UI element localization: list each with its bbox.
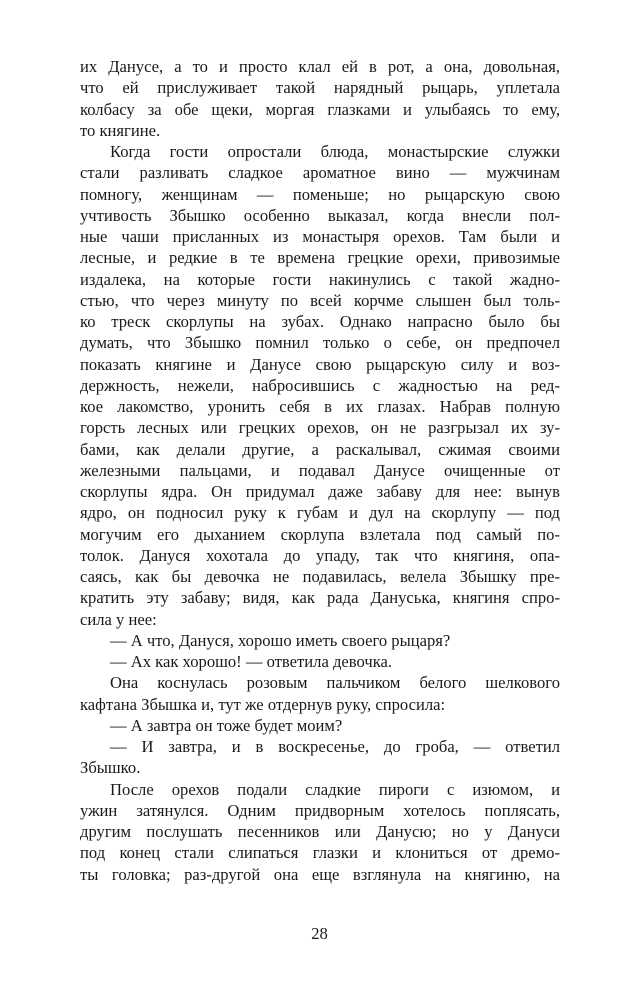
text-line: саясь, как бы девочка не подавилась, велела Збышку пре- (80, 567, 560, 586)
text-line: ядро, он подносил руку к губам и дул на скорлупу — под (80, 503, 560, 523)
text-line: учтивость Збышко особенно выказал, когда внесли пол- (80, 205, 560, 225)
text-line: показать княгине и Данусе свою рыцарскую силу и воз- (80, 354, 560, 374)
text-line: то княгине. (80, 120, 161, 140)
text-line: кафтана Збышка и, тут же отдернув руку, спросила: (80, 694, 446, 714)
text-line: что ей прислуживает такой нарядный рыцарь, уплетала (80, 78, 560, 98)
text-line: — Ах как хорошо! — ответила девочка. (110, 652, 393, 671)
text-line: ужин затянулся. Одним придворным хотелось поплясать, (80, 800, 560, 820)
text-line: могучим его дыханием скорлупа взлетала под самый по- (80, 524, 560, 544)
text-line: Она коснулась розовым пальчиком белого шелкового (110, 673, 560, 693)
text-line: кое лакомство, уронить себя в их глазах. Набрав полную (80, 397, 560, 416)
text-line: думать, что Збышко помнил только о себе, он предпочел (80, 333, 560, 353)
text-line: их Данусе, а то и просто клал ей в рот, а она, довольная, (80, 57, 560, 76)
text-line: — А завтра он тоже будет моим? (110, 715, 343, 735)
text-line: скорлупы ядра. Он придумал даже забаву для нее: вынув (80, 482, 560, 501)
text-line: Когда гости опростали блюда, монастырские служки (110, 142, 560, 161)
text-line: бами, как делали другие, а раскалывал, сжимая своими (80, 439, 560, 459)
text-line: стью, что через минуту по всей корчме слышен был толь- (80, 290, 560, 310)
text-line: сила у нее: (80, 609, 157, 629)
book-page-text (80, 56, 560, 885)
text-line: издалека, на которые гости накинулись с такой жадно- (80, 269, 560, 289)
text-line: — И завтра, и в воскресенье, до гроба, — ответил (110, 737, 560, 756)
text-line: кратить эту забаву; видя, как рада Дануська, княгиня спро- (80, 588, 560, 608)
text-line: помногу, женщинам — поменьше; но рыцарскую свою (80, 184, 560, 204)
text-line: колбасу за обе щеки, моргая глазками и улыбаясь то ему, (80, 99, 560, 119)
text-line: другим послушать песенников или Данусю; но у Дануси (80, 822, 560, 841)
text-line: толок. Дануся хохотала до упаду, так что княгиня, опа- (80, 545, 560, 565)
text-line: После орехов подали сладкие пироги с изюмом, и (110, 779, 560, 799)
text-line: стали разливать сладкое ароматное вино — мужчинам (80, 163, 560, 183)
text-line: ные чаши присланных из монастыря орехов. Там были и (80, 227, 560, 246)
text-line: ты головка; раз-другой она еще взглянула на княгиню, на (80, 864, 560, 884)
text-line: под конец стали слипаться глазки и клониться от дремо- (80, 843, 560, 863)
text-line: железными пальцами, и подавал Данусе очищенные от (80, 460, 560, 480)
text-line: — А что, Дануся, хорошо иметь своего рыцаря? (110, 630, 451, 650)
text-line: лесные, и редкие в те времена грецкие орехи, привозимые (80, 248, 560, 268)
text-line: Збышко. (80, 758, 141, 778)
text-line: держность, нежели, набросившись с жадностью на ред- (80, 375, 560, 395)
page-number: 28 (311, 924, 328, 943)
text-line: ко треск скорлупы на зубах. Однако напрасно было бы (80, 312, 560, 331)
text-line: горсть лесных или грецких орехов, он не разгрызал их зу- (80, 418, 560, 438)
